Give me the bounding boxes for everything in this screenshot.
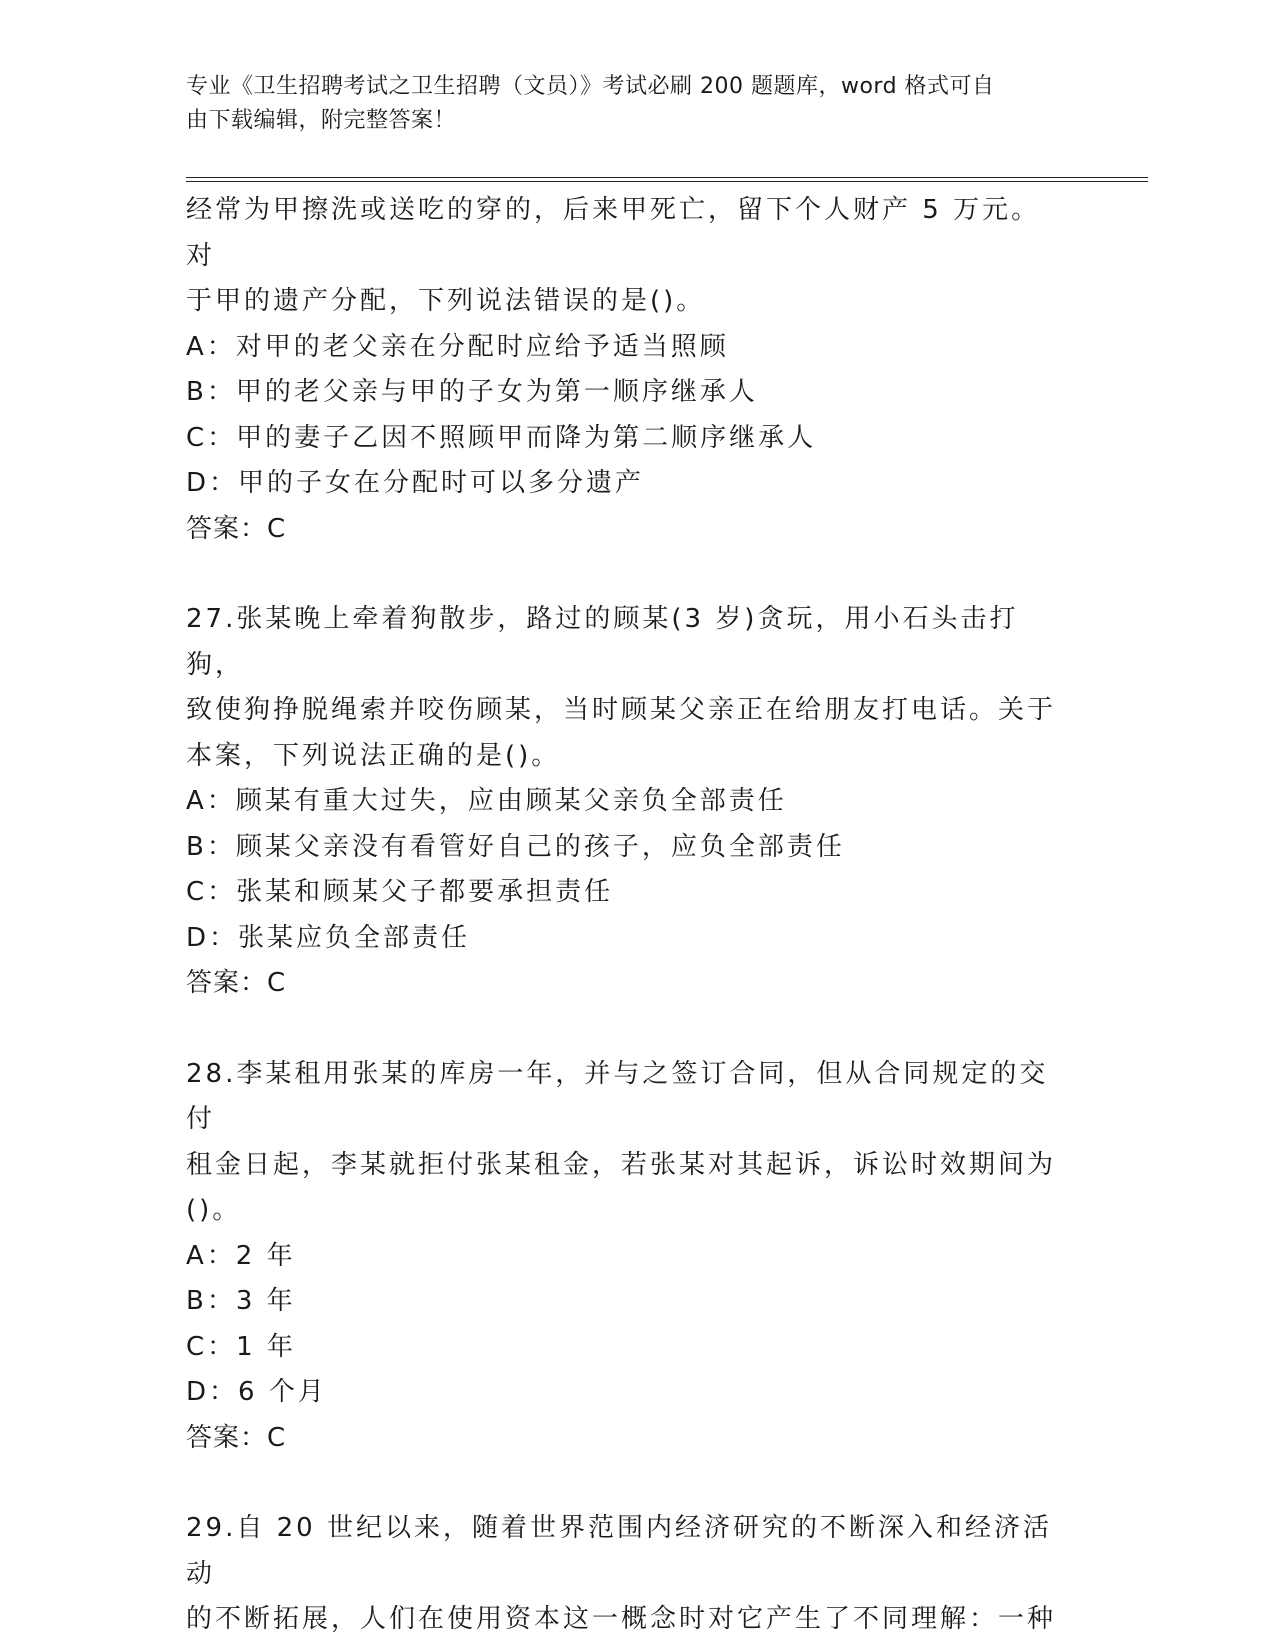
question-spacer (186, 1007, 1066, 1052)
question-26-stem-line-1: 经常为甲擦洗或送吃的穿的，后来甲死亡，留下个人财产 5 万元。对 (186, 195, 1041, 271)
question-28-option-c: C：1 年 (186, 1331, 296, 1362)
question-26-option-b: B：甲的老父亲与甲的子女为第一顺序继承人 (186, 377, 758, 407)
question-29-stem-line-1: 29.自 20 世纪以来，随着世界范围内经济研究的不断深入和经济活动 (186, 1513, 1052, 1589)
question-26-option-c: C：甲的妻子乙因不照顾甲而降为第二顺序继承人 (186, 422, 817, 453)
header-divider (186, 177, 1148, 182)
question-28-answer: 答案：C (186, 1422, 287, 1453)
question-28-option-a: A：2 年 (186, 1240, 296, 1271)
question-spacer (186, 552, 1066, 597)
question-27-stem-line-1: 27.张某晚上牵着狗散步，路过的顾某(3 岁)贪玩，用小石头击打狗， (186, 604, 1019, 680)
question-27-stem-line-2: 致使狗挣脱绳索并咬伤顾某，当时顾某父亲正在给朋友打电话。关于 (186, 695, 1057, 725)
question-26-answer: 答案：C (186, 513, 287, 544)
question-28-stem-line-3: ()。 (186, 1195, 242, 1225)
question-28-option-d: D：6 个月 (186, 1377, 327, 1407)
question-27-option-d: D：张某应负全部责任 (186, 922, 471, 953)
question-26-stem-line-2: 于甲的遗产分配，下列说法错误的是()。 (186, 286, 706, 316)
question-29-stem-line-2: 的不断拓展，人们在使用资本这一概念时对它产生了不同理解：一种 (186, 1604, 1057, 1634)
document-header (186, 70, 1066, 138)
question-27-stem-line-3: 本案，下列说法正确的是()。 (186, 740, 561, 771)
question-26-option-d: D：甲的子女在分配时可以多分遗产 (186, 468, 645, 498)
question-27-option-c: C：张某和顾某父子都要承担责任 (186, 877, 614, 907)
header-title-line-2: 由下载编辑，附完整答案！ (186, 108, 457, 133)
question-27-option-a: A：顾某有重大过失，应由顾某父亲负全部责任 (186, 786, 787, 816)
question-28-stem-line-1: 28.李某租用张某的库房一年，并与之签订合同，但从合同规定的交付 (186, 1058, 1049, 1134)
question-28-option-b: B：3 年 (186, 1286, 296, 1316)
header-title-line-1: 专业《卫生招聘考试之卫生招聘（文员）》考试必刷 200 题题库，word 格式可自 (186, 74, 995, 99)
document-body (186, 188, 1066, 1643)
question-27-option-b: B：顾某父亲没有看管好自己的孩子，应负全部责任 (186, 831, 845, 862)
question-27-answer: 答案：C (186, 968, 287, 998)
question-spacer (186, 1461, 1066, 1506)
question-26-option-a: A：对甲的老父亲在分配时应给予适当照顾 (186, 331, 729, 362)
question-28-stem-line-2: 租金日起，李某就拒付张某租金，若张某对其起诉，诉讼时效期间为 (186, 1149, 1057, 1180)
